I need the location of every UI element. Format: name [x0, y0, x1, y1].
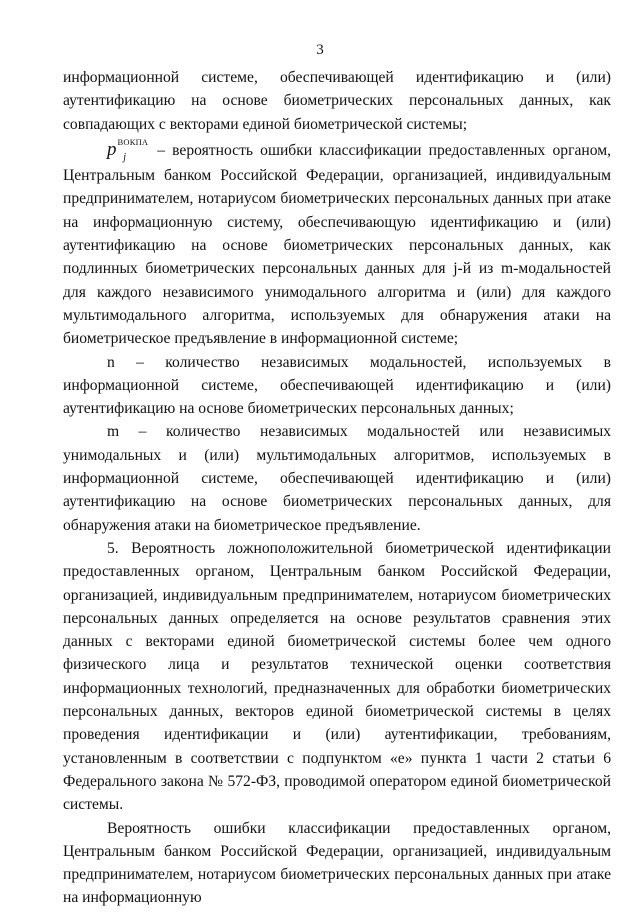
paragraph-definition-n: n – количество независимых модальностей, используемых в информационной системе, обеспечивающей идентификацию и (или) аутентификацию на основе биометрических персональных данных; — [63, 353, 611, 418]
document-body — [63, 66, 611, 910]
definition-p-text: – вероятность ошибки классификации предоставленных органом, Центральным банком Российской Федерации, организацией, индивидуальным предпринимателем, нотариусом биометрических персональных данных при атаке на информационную систему, обеспечивающую идентификацию и (или) аутентификацию на основе биометрических персональных данных, как подлинных биометрических персональных данных для j-й из m-модальностей для каждого независимого унимодального алгоритма и (или) для каждого мультимодального алгоритма, используемых для обнаружения атаки на биометрическое предъявление в информационной системе; — [63, 141, 611, 348]
paragraph-definition-m: m – количество независимых модальностей или независимых унимодальных и (или) мультимодальных алгоритмов, используемых в информационной системе, обеспечивающей идентификацию и (или) аутентификацию на основе биометрических персональных данных, для обнаружения атаки на биометрическое предъявление. — [63, 423, 611, 534]
paragraph-continuation: информационной системе, обеспечивающей идентификацию и (или) аутентификацию на основе биометрических персональных данных, как совпадающих с векторами единой биометрической системы; — [63, 69, 611, 133]
symbol-subscript: j — [123, 151, 127, 163]
symbol-base: p — [107, 138, 117, 160]
paragraph-definition-p — [63, 138, 611, 351]
paragraph-item-5: 5. Вероятность ложноположительной биометрической идентификации предоставленных органом, Центральным банком Российской Федерации, организацией, индивидуальным предпринимателем, нотариусом биометрических персональных данных определяется на основе результатов сравнения этих данных с векторами единой биометрической системы более чем одного физического лица и результатов технической оценки соответствия информационных технологий, предназначенных для обработки биометрических персональных данных, векторов единой биометрической системы в целях проведения идентификации и (или) аутентификации, требованиям, установленным в соответствии с подпунктом «е» пункта 1 части 2 статьи 6 Федерального закона № 572-ФЗ, проводимой оператором единой биометрической системы. — [63, 539, 611, 814]
probability-symbol — [107, 136, 150, 163]
page-number: 3 — [316, 42, 324, 58]
symbol-superscript: ВОКПА — [117, 136, 149, 147]
paragraph-last: Вероятность ошибки классификации предоставленных органом, Центральным банком Российской Федерации, организацией, индивидуальным предпринимателем, нотариусом биометрических персональных данных при атаке на информационную — [63, 819, 611, 907]
